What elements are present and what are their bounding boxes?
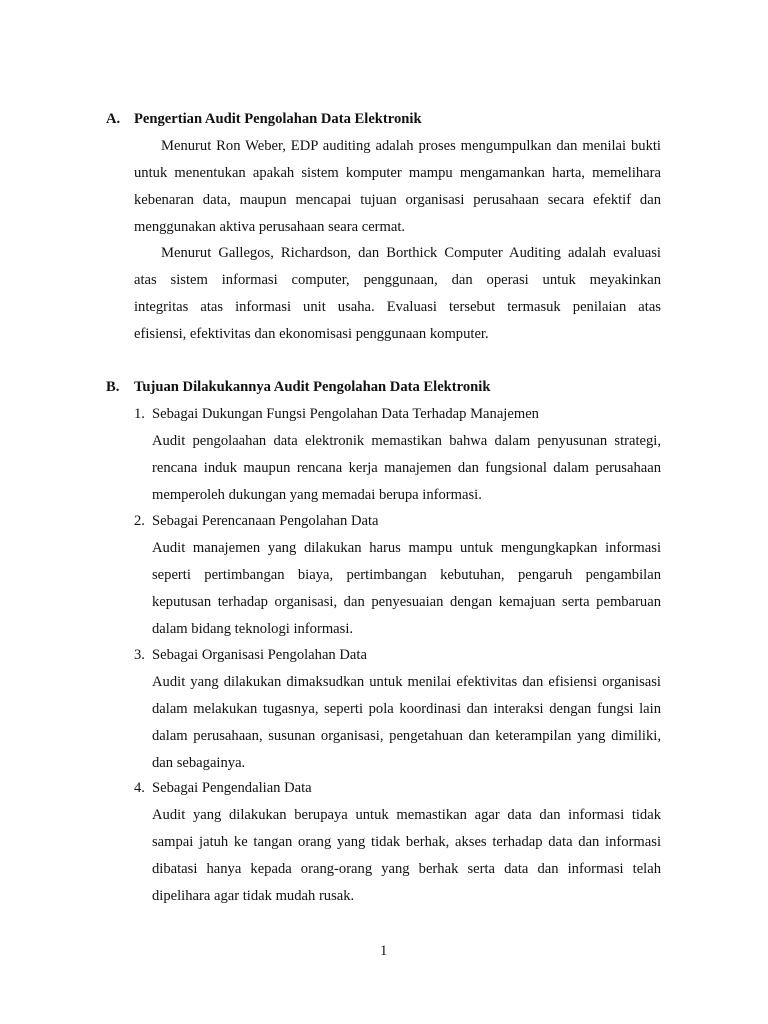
section-a-p2-line-4: efisiensi, efektivitas dan ekonomisasi penggunaan komputer. [134, 326, 489, 342]
section-a-p2-line-2: atas sistem informasi computer, penggunaan, dan operasi untuk meyakinkan [134, 272, 661, 288]
item-4-line-3: dibatasi hanya kepada orang-orang yang berhak serta data dan informasi telah [152, 861, 661, 877]
item-4-title: Sebagai Pengendalian Data [152, 780, 312, 796]
page-number: 1 [380, 943, 388, 959]
section-b-letter: B. [106, 379, 120, 395]
item-4-line-2: sampai jatuh ke tangan orang yang tidak berhak, akses terhadap data dan informasi [152, 834, 661, 850]
item-2-line-3: keputusan terhadap organisasi, dan penyesuaian dengan kemajuan serta pembaruan [152, 594, 661, 610]
item-3-title: Sebagai Organisasi Pengolahan Data [152, 647, 367, 663]
item-4-number: 4. [134, 780, 145, 796]
item-3-line-1: Audit yang dilakukan dimaksudkan untuk menilai efektivitas dan efisiensi organisasi [152, 674, 661, 690]
item-3-number: 3. [134, 647, 145, 663]
item-2-line-2: seperti pertimbangan biaya, pertimbangan kebutuhan, pengaruh pengambilan [152, 567, 661, 583]
item-4-line-1: Audit yang dilakukan berupaya untuk memastikan agar data dan informasi tidak [152, 807, 661, 823]
item-3-line-3: dalam perusahaan, susunan organisasi, pengetahuan dan keterampilan yang dimiliki, [152, 728, 661, 744]
item-4-line-4: dipelihara agar tidak mudah rusak. [152, 888, 355, 904]
section-a-p1-line-1: Menurut Ron Weber, EDP auditing adalah proses mengumpulkan dan menilai bukti [161, 138, 661, 154]
item-1-line-3: memperoleh dukungan yang memadai berupa informasi. [152, 487, 482, 503]
section-a-p2-line-1: Menurut Gallegos, Richardson, dan Borthick Computer Auditing adalah evaluasi [161, 245, 661, 261]
item-1-number: 1. [134, 406, 145, 422]
section-a-p1-line-3: kebenaran data, maupun mencapai tujuan organisasi perusahaan secara efektif dan [134, 192, 661, 208]
item-2-number: 2. [134, 513, 145, 529]
item-2-line-1: Audit manajemen yang dilakukan harus mampu untuk mengungkapkan informasi [152, 540, 661, 556]
section-a-p2-line-3: integritas atas informasi unit usaha. Evaluasi tersebut termasuk penilaian atas [134, 299, 661, 315]
item-2-line-4: dalam bidang teknologi informasi. [152, 621, 354, 637]
item-3-line-2: dalam melakukan tugasnya, seperti pola koordinasi dan interaksi dengan fungsi lain [152, 701, 661, 717]
item-2-title: Sebagai Perencanaan Pengolahan Data [152, 513, 379, 529]
section-b-heading: Tujuan Dilakukannya Audit Pengolahan Data Elektronik [134, 379, 491, 395]
item-1-line-1: Audit pengolaahan data elektronik memastikan bahwa dalam penyusunan strategi, [152, 433, 661, 449]
item-1-line-2: rencana induk maupun rencana kerja manajemen dan fungsional dalam perusahaan [152, 460, 661, 476]
section-a-p1-line-4: menggunakan aktiva perusahaan seara cermat. [134, 219, 406, 235]
section-a-letter: A. [106, 111, 121, 127]
item-3-line-4: dan sebagainya. [152, 755, 246, 771]
section-a-heading: Pengertian Audit Pengolahan Data Elektronik [134, 111, 422, 127]
item-1-title: Sebagai Dukungan Fungsi Pengolahan Data Terhadap Manajemen [152, 406, 539, 422]
section-a-p1-line-2: untuk menentukan apakah sistem komputer mampu mengamankan harta, memelihara [134, 165, 661, 181]
